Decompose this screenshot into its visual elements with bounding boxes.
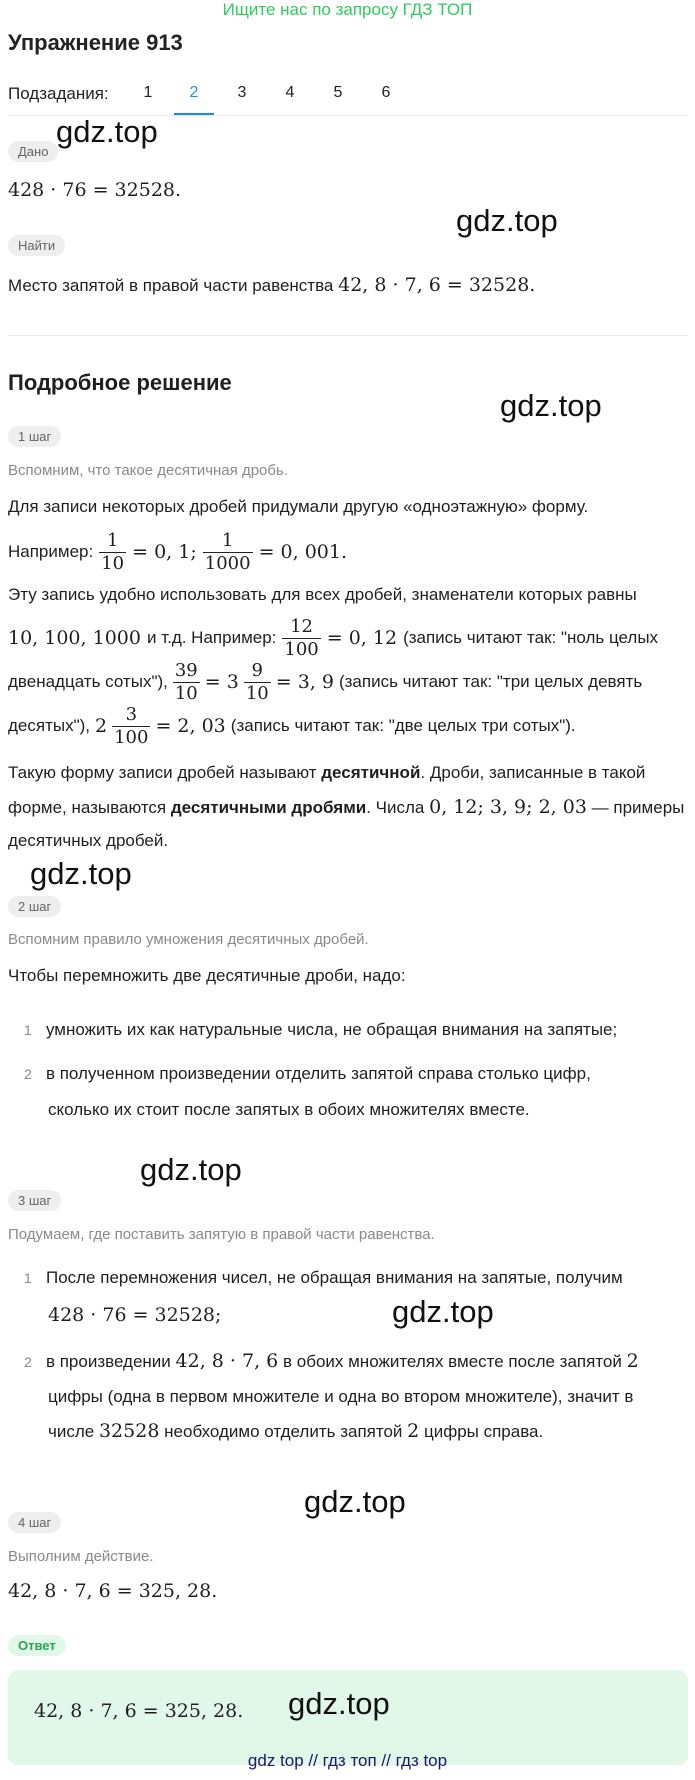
step-1-p7: Такую форму записи дробей называют десятичной. Дроби, записанные в такой [8, 763, 646, 782]
step-2-li1: 1 умножить их как натуральные числа, не обращая внимания на запятые; [24, 1020, 618, 1039]
step-1-p5: двенадцать сотых"), $\frac{39}{10}$ = 3 $\frac{9}{10}$ = 3, 9 (запись читают так: "три целых девять [8, 659, 643, 704]
step-3-li1: 1 После перемножения чисел, не обращая внимания на запятые, получим [24, 1268, 623, 1287]
find-text: Место запятой в правой части равенства 42, 8 · 7, 6 = 32528. [8, 274, 536, 296]
step-1-p4: 10, 100, 1000 и т.д. Например: $\frac{12}{100}$ = 0, 12 (запись читают так: "ноль целых [8, 615, 659, 660]
watermark: gdz.top [500, 388, 602, 423]
step-4-hint: Выполним действие. [8, 1548, 154, 1565]
step-1-p9: десятичных дробей. [8, 831, 169, 850]
watermark: gdz.top [304, 1484, 406, 1519]
tab-5[interactable]: 5 [333, 84, 343, 101]
step-3-li2: 2 в произведении 42, 8 · 7, 6 в обоих множителях вместе после запятой 2 [24, 1350, 639, 1372]
step-1-p1: Для записи некоторых дробей придумали другую «одноэтажную» форму. [8, 497, 589, 516]
footer-links[interactable]: gdz top // гдз топ // гдз top [247, 1751, 448, 1770]
tab-2[interactable]: 2 [189, 84, 199, 101]
answer-math: 42, 8 · 7, 6 = 325, 28. [34, 1700, 244, 1722]
step-1-p6: десятых"), 2 $\frac{3}{100}$ = 2, 03 (запись читают так: "две целых три сотых"). [8, 703, 576, 748]
step-1-example: Например: $\frac{1}{10}$ = 0, 1; $\frac{1}{1000}$ = 0, 001. [8, 529, 347, 574]
step-3-li2-cont: цифры (одна в первом множителе и одна во втором множителе), значит в [48, 1387, 634, 1406]
step-3-hint: Подумаем, где поставить запятую в правой части равенства. [8, 1226, 435, 1243]
solution-title: Подробное решение [8, 370, 232, 395]
step-4-badge: 4 шаг [8, 1512, 61, 1533]
answer-badge: Ответ [8, 1635, 66, 1656]
step-4-math: 42, 8 · 7, 6 = 325, 28. [8, 1580, 218, 1602]
watermark: gdz.top [140, 1152, 242, 1187]
watermark: gdz.top [456, 203, 558, 238]
step-2-badge: 2 шаг [8, 896, 61, 917]
find-badge: Найти [8, 235, 65, 256]
watermark: gdz.top [392, 1294, 494, 1329]
watermark: gdz.top [30, 856, 132, 891]
watermark: gdz.top [56, 114, 158, 149]
given-math: 428 · 76 = 32528. [8, 179, 182, 201]
divider [8, 335, 688, 336]
tab-3[interactable]: 3 [237, 84, 247, 101]
page-title: Упражнение 913 [8, 30, 183, 55]
subtasks-label: Подзадания: [8, 84, 109, 103]
given-badge: Дано [8, 141, 58, 162]
step-1-p8: форме, называются десятичными дробями. Числа 0, 12; 3, 9; 2, 03 — примеры [8, 796, 685, 818]
step-2-p1: Чтобы перемножить две десятичные дроби, надо: [8, 966, 406, 985]
step-1-badge: 1 шаг [8, 426, 61, 447]
watermark: gdz.top [288, 1686, 390, 1721]
top-banner[interactable]: Ищите нас по запросу ГДЗ ТОП [222, 0, 473, 19]
tab-4[interactable]: 4 [285, 84, 295, 101]
step-1-hint: Вспомним, что такое десятичная дробь. [8, 462, 288, 479]
step-2-hint: Вспомним правило умножения десятичных дробей. [8, 931, 369, 948]
step-3-li1-math: 428 · 76 = 32528; [48, 1304, 222, 1326]
tab-1[interactable]: 1 [143, 84, 153, 101]
step-3-badge: 3 шаг [8, 1190, 61, 1211]
step-1-p3: Эту запись удобно использовать для всех дробей, знаменатели которых равны [8, 585, 637, 604]
step-2-li2-cont: сколько их стоит после запятых в обоих множителях вместе. [48, 1100, 530, 1119]
tab-6[interactable]: 6 [381, 84, 391, 101]
step-3-li2-cont2: числе 32528 необходимо отделить запятой 2 цифры справа. [48, 1420, 544, 1442]
step-2-li2: 2 в полученном произведении отделить запятой справа столько цифр, [24, 1064, 591, 1083]
